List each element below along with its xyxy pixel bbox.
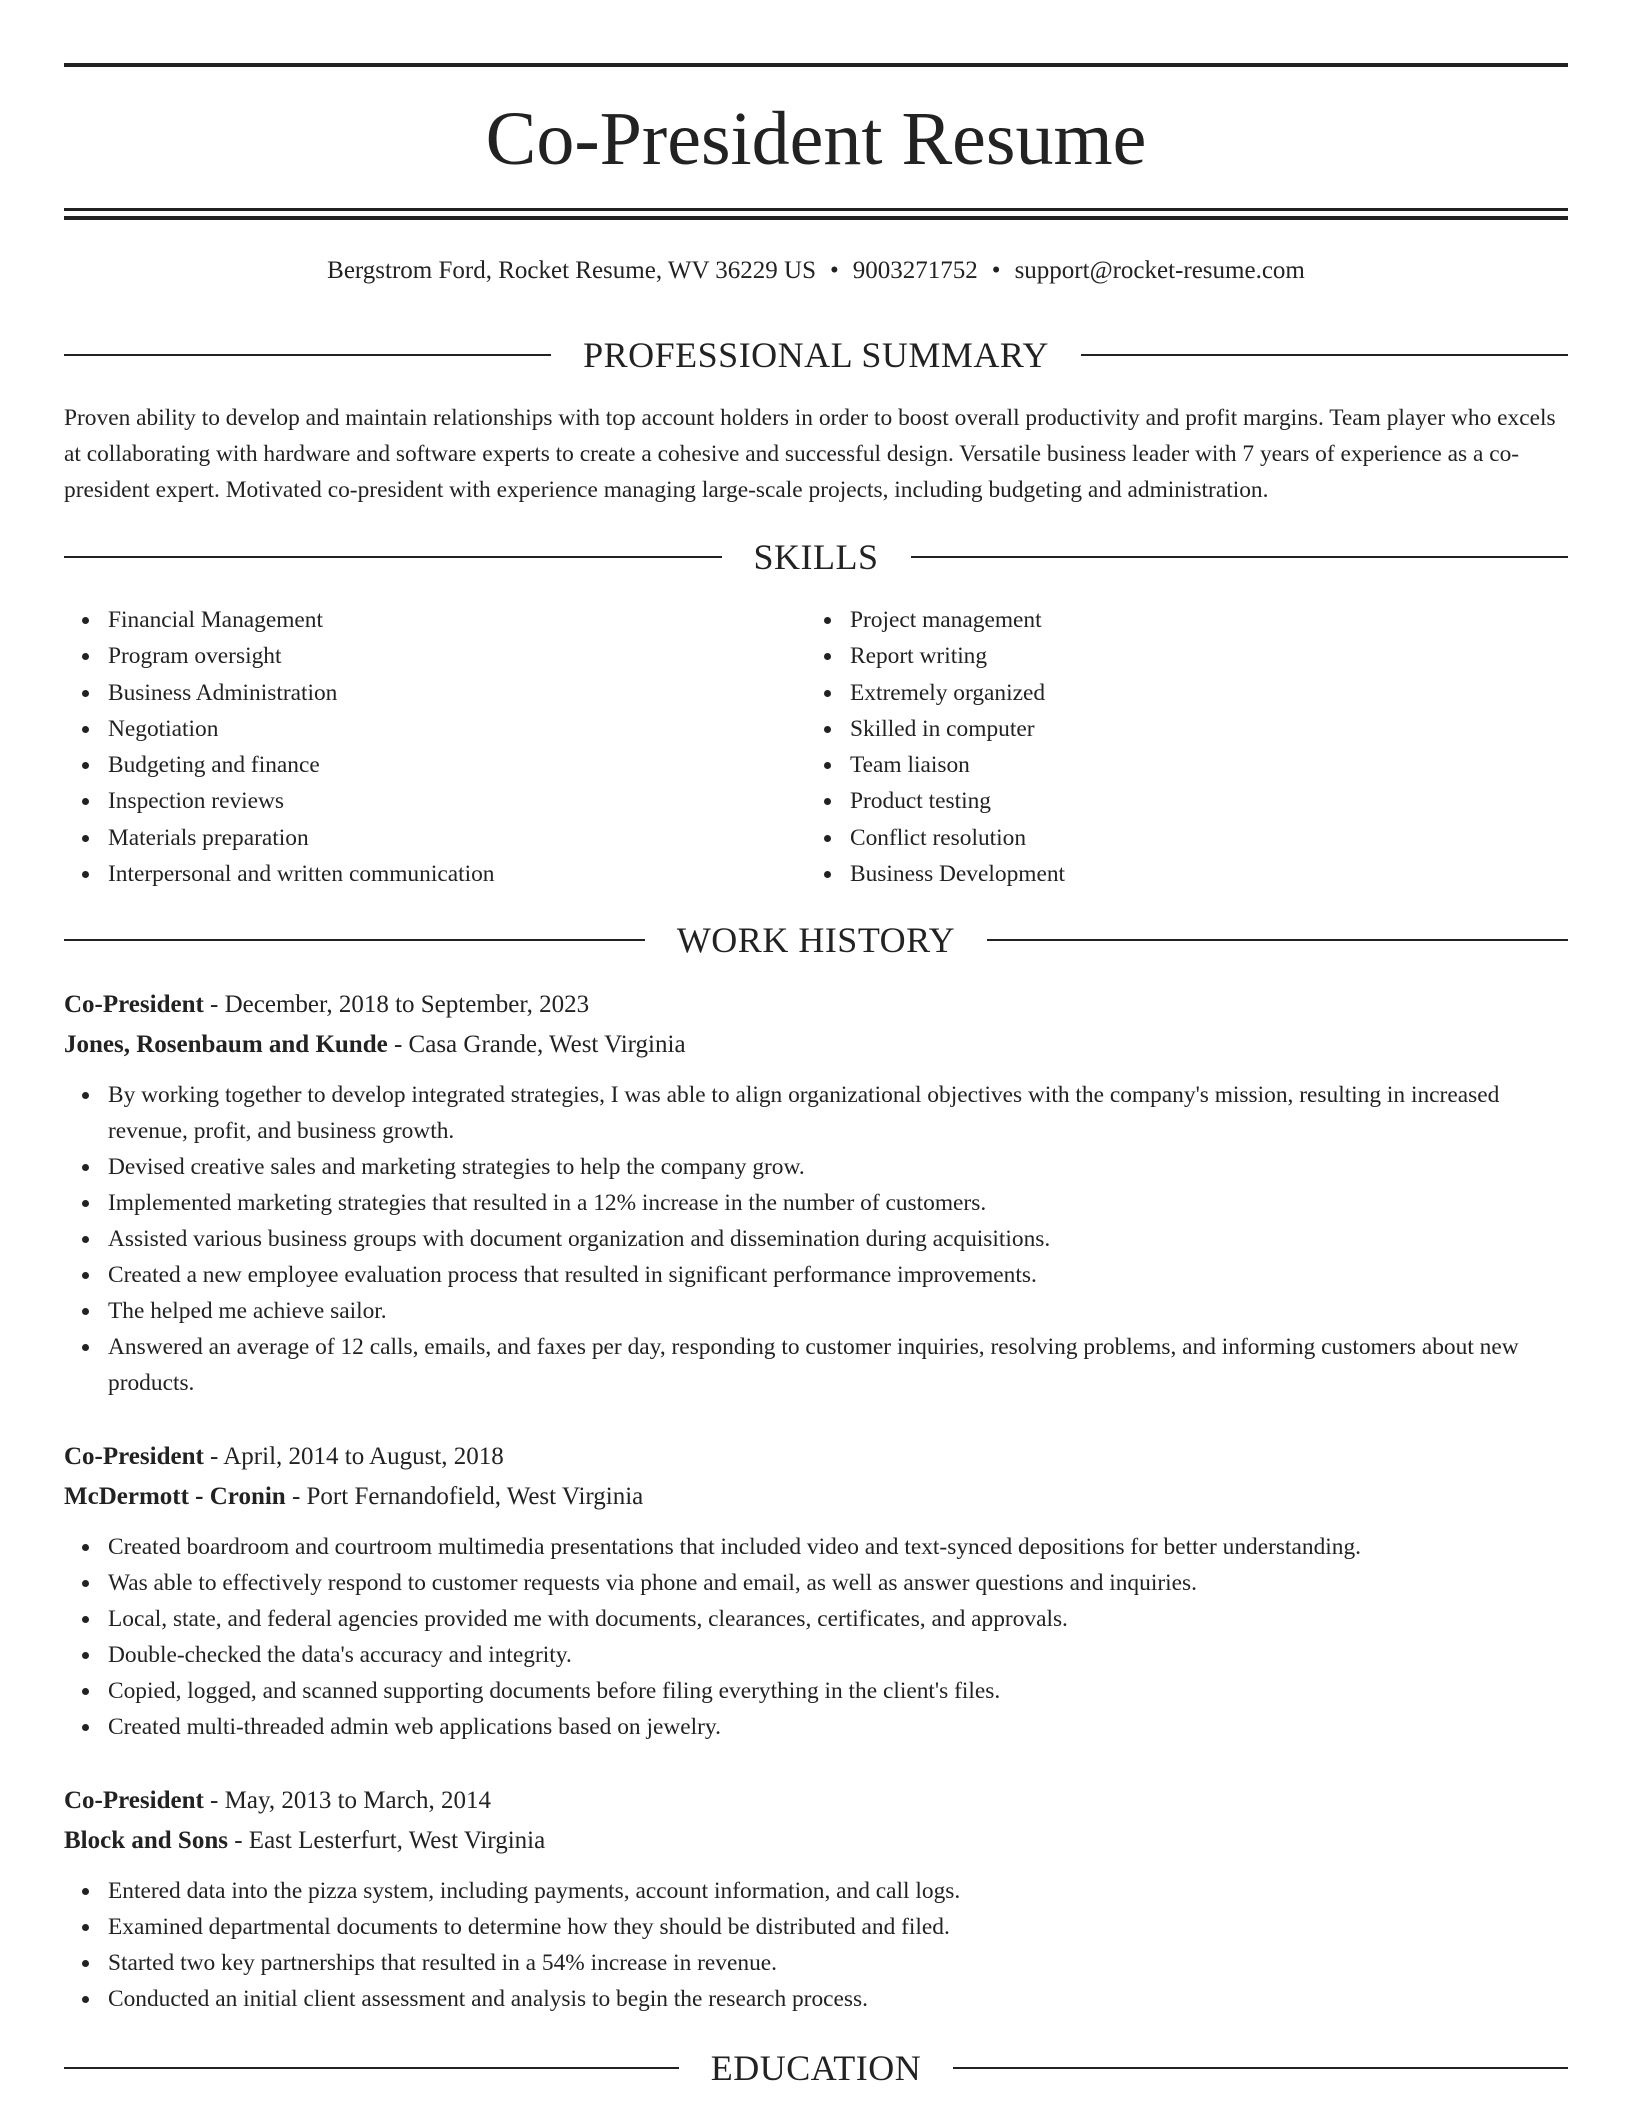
summary-text: Proven ability to develop and maintain relationships with top account holders in order to boost overall productivity and profit margins. Team player who excels at collaborating with hardware and software experts to create a cohesive and successful design. Versatile business leader with 7 years of experience as a co-president expert. Motivated co-president with experience managing large-scale projects, including budgeting and administration. (64, 405, 1556, 503)
job-bullet: Devised creative sales and marketing strategies to help the company grow. (64, 1149, 1568, 1185)
job-bullet: Was able to effectively respond to customer requests via phone and email, as well as answer questions and inquiries. (64, 1565, 1568, 1601)
job-title: Co-President (64, 991, 204, 1018)
section-rule (64, 2067, 679, 2069)
job-title-line (64, 1437, 1568, 1477)
job-bullets (64, 1873, 1568, 2017)
skill-item: Materials preparation (64, 820, 744, 856)
job-bullet: Examined departmental documents to determine how they should be distributed and filed. (64, 1909, 1568, 1945)
title-rule-thin (64, 208, 1568, 211)
job-company: Block and Sons (64, 1827, 228, 1854)
job-company: McDermott - Cronin (64, 1483, 286, 1510)
job-title-line (64, 1781, 1568, 1821)
section-rule (64, 354, 551, 356)
job-bullet: Started two key partnerships that resulted in a 54% increase in revenue. (64, 1945, 1568, 1981)
job-bullet: Answered an average of 12 calls, emails, and faxes per day, responding to customer inquiries, resolving problems, and informing customers about new products. (64, 1329, 1568, 1401)
job-bullet: Conducted an initial client assessment and analysis to begin the research process. (64, 1981, 1568, 2017)
section-rule (64, 939, 645, 941)
job-bullet: Assisted various business groups with document organization and dissemination during acquisitions. (64, 1221, 1568, 1257)
title-rule-thick (64, 216, 1568, 220)
skill-item: Team liaison (806, 747, 1486, 783)
skill-item: Business Development (806, 856, 1486, 892)
job-company: Jones, Rosenbaum and Kunde (64, 1031, 388, 1058)
skill-item: Extremely organized (806, 675, 1486, 711)
job-bullet: Entered data into the pizza system, including payments, account information, and call logs. (64, 1873, 1568, 1909)
job-title-line (64, 985, 1568, 1025)
skill-item: Report writing (806, 638, 1486, 674)
skill-item: Skilled in computer (806, 711, 1486, 747)
job-bullets (64, 1529, 1568, 1745)
job-title: Co-President (64, 1443, 204, 1470)
skill-item: Product testing (806, 783, 1486, 819)
job-entry (64, 1781, 1568, 2017)
section-header-skills (64, 535, 1568, 579)
contact-phone: 9003271752 (852, 257, 978, 284)
job-bullets (64, 1077, 1568, 1401)
section-title: WORK HISTORY (676, 920, 956, 960)
job-bullet: Local, state, and federal agencies provided me with documents, clearances, certificates, and approvals. (64, 1601, 1568, 1637)
contact-line (64, 255, 1568, 287)
job-entry (64, 1437, 1568, 1745)
skill-item: Budgeting and finance (64, 747, 744, 783)
top-rule (64, 63, 1568, 67)
job-bullet: The helped me achieve sailor. (64, 1293, 1568, 1329)
job-location: - Port Fernandofield, West Virginia (285, 1483, 644, 1510)
job-company-line (64, 1821, 1568, 1861)
skill-item: Financial Management (64, 602, 744, 638)
contact-separator: • (991, 257, 1001, 284)
skill-item: Business Administration (64, 675, 744, 711)
job-dates: - May, 2013 to March, 2014 (203, 1787, 492, 1814)
skill-item: Conflict resolution (806, 820, 1486, 856)
job-dates: - December, 2018 to September, 2023 (203, 991, 590, 1018)
contact-email: support@rocket-resume.com (1014, 257, 1305, 284)
job-title: Co-President (64, 1787, 204, 1814)
skills-list-left (64, 602, 744, 892)
contact-separator: • (830, 257, 839, 284)
skill-item: Inspection reviews (64, 783, 744, 819)
job-company-line (64, 1025, 1568, 1065)
skills-list-right (806, 602, 1486, 892)
job-entry (64, 985, 1568, 1401)
job-location: - Casa Grande, West Virginia (387, 1031, 686, 1058)
section-rule (987, 939, 1568, 941)
section-header-education (64, 2046, 1568, 2090)
skill-item: Interpersonal and written communication (64, 856, 744, 892)
section-rule (1081, 354, 1568, 356)
job-bullet: Double-checked the data's accuracy and integrity. (64, 1637, 1568, 1673)
section-header-work (64, 918, 1568, 962)
section-header-summary (64, 333, 1568, 377)
resume-title: Co-President Resume (485, 97, 1147, 181)
job-company-line (64, 1477, 1568, 1517)
job-bullet: Created boardroom and courtroom multimedia presentations that included video and text-synced depositions for better understanding. (64, 1529, 1568, 1565)
job-dates: - April, 2014 to August, 2018 (203, 1443, 504, 1470)
contact-address: Bergstrom Ford, Rocket Resume, WV 36229 US (327, 257, 817, 284)
skill-item: Program oversight (64, 638, 744, 674)
section-rule (64, 556, 722, 558)
job-location: - East Lesterfurt, West Virginia (227, 1827, 546, 1854)
job-bullet: Created a new employee evaluation process that resulted in significant performance improvements. (64, 1257, 1568, 1293)
skill-item: Project management (806, 602, 1486, 638)
section-rule (911, 556, 1569, 558)
section-title: SKILLS (753, 537, 879, 577)
job-bullet: Implemented marketing strategies that resulted in a 12% increase in the number of customers. (64, 1185, 1568, 1221)
job-bullet: Copied, logged, and scanned supporting documents before filing everything in the client's files. (64, 1673, 1568, 1709)
job-bullet: Created multi-threaded admin web applications based on jewelry. (64, 1709, 1568, 1745)
section-rule (953, 2067, 1568, 2069)
section-title: EDUCATION (710, 2048, 922, 2088)
skill-item: Negotiation (64, 711, 744, 747)
section-title: PROFESSIONAL SUMMARY (583, 335, 1049, 375)
job-bullet: By working together to develop integrated strategies, I was able to align organizational objectives with the company's mission, resulting in increased revenue, profit, and business growth. (64, 1077, 1568, 1149)
